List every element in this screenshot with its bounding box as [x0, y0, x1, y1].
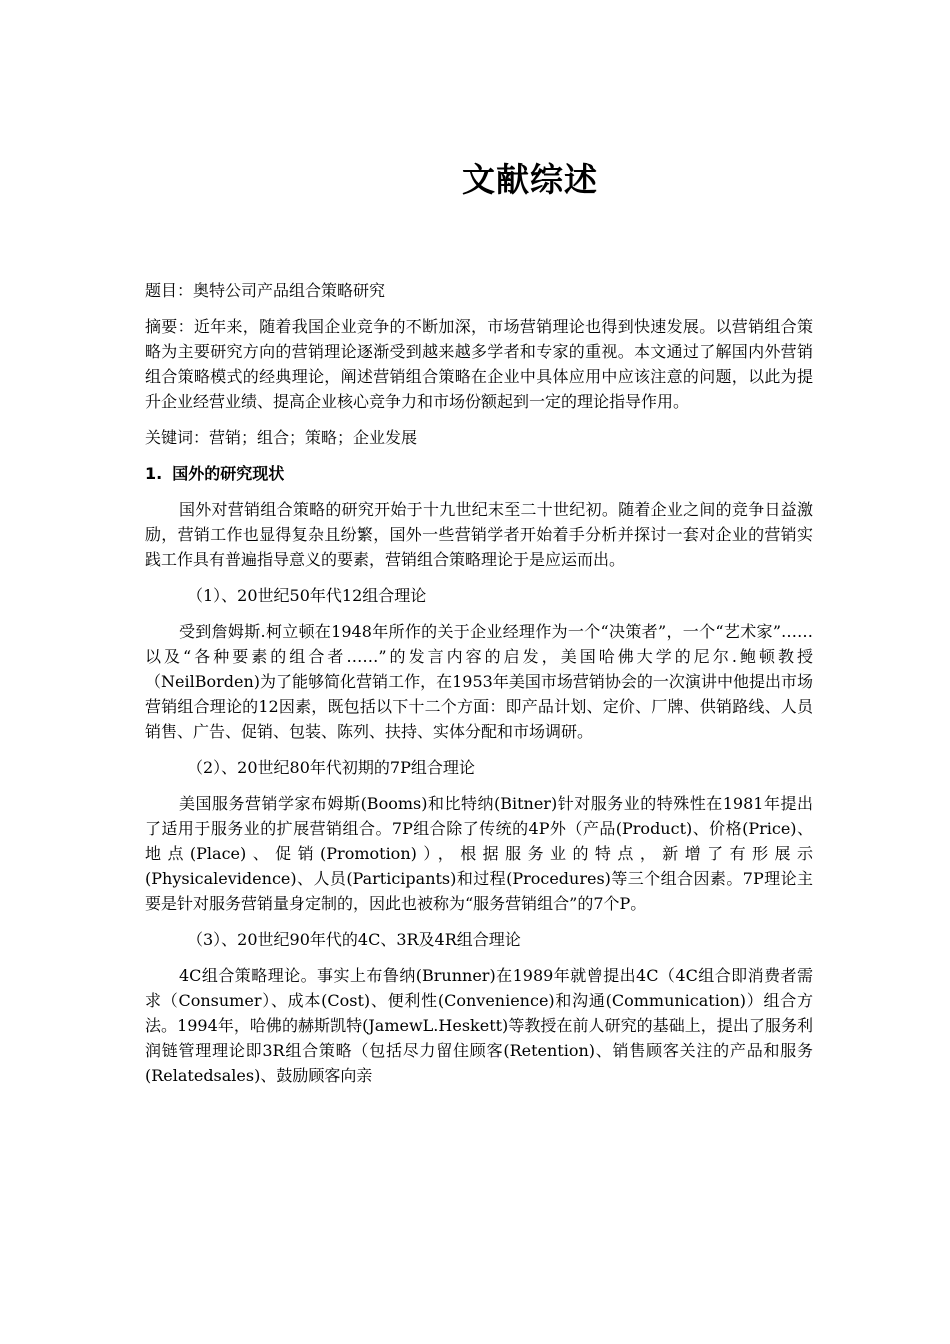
section-1-heading [145, 461, 813, 486]
document-body [145, 278, 813, 1099]
section-1-number: 1. [145, 464, 163, 483]
subsection-3-text: 4C组合策略理论。事实上布鲁纳(Brunner)在1989年就曾提出4C（4C组合即消费者需求（Consumer）、成本(Cost)、便利性(Convenience)和沟通(Communication)）组合方法。1994年，哈佛的赫斯凯特(JamewL.Heskett)等教授在前人研究的基础上，提出了服务利润链管理理论即3R组合策略（包括尽力留住顾客(Retention)、销售顾客关注的产品和服务(Relatedsales)、鼓励顾客向亲 [145, 966, 813, 1085]
topic-line: 题目：奥特公司产品组合策略研究 [145, 281, 386, 300]
section-1-intro: 国外对营销组合策略的研究开始于十九世纪末至二十世纪初。随着企业之间的竞争日益激励，营销工作也显得复杂且纷繁，国外一些营销学者开始着手分析并探讨一套对企业的营销实践工作具有普遍指导意义的要素，营销组合策略理论于是应运而出。 [145, 500, 813, 569]
section-1-title: 国外的研究现状 [172, 464, 285, 483]
subsection-1-text: 受到詹姆斯.柯立顿在1948年所作的关于企业经理作为一个“决策者”，一个“艺术家”……以及“各种要素的组合者……”的发言内容的启发，美国哈佛大学的尼尔.鲍顿教授（NeilBorden)为了能够简化营销工作，在1953年美国市场营销协会的一次演讲中他提出市场营销组合理论的12因素，既包括以下十二个方面：即产品计划、定价、厂牌、供销路线、人员销售、广告、促销、包装、陈列、扶持、实体分配和市场调研。 [145, 622, 813, 741]
keywords-line: 关键词：营销；组合；策略；企业发展 [145, 428, 418, 447]
subsection-2-heading: （2）、20世纪80年代初期的7P组合理论 [187, 758, 475, 777]
subsection-3-heading: （3）、20世纪90年代的4C、3R及4R组合理论 [187, 930, 521, 949]
abstract-paragraph: 摘要：近年来，随着我国企业竞争的不断加深，市场营销理论也得到快速发展。以营销组合策略为主要研究方向的营销理论逐渐受到越来越多学者和专家的重视。本文通过了解国内外营销组合策略模式的经典理论，阐述营销组合策略在企业中具体应用中应该注意的问题，以此为提升企业经营业绩、提高企业核心竞争力和市场份额起到一定的理论指导作用。 [145, 317, 813, 411]
subsection-1-heading: （1）、20世纪50年代12组合理论 [187, 586, 427, 605]
subsection-2-text: 美国服务营销学家布姆斯(Booms)和比特纳(Bitner)针对服务业的特殊性在1981年提出了适用于服务业的扩展营销组合。7P组合除了传统的4P外（产品(Product)、价格(Price)、地点(Place)、促销(Promotion)），根据服务业的特点，新增了有形展示(Physicalevidence)、人员(Participants)和过程(Procedures)等三个组合因素。7P理论主要是针对服务营销量身定制的，因此也被称为“服务营销组合”的7个P。 [145, 794, 813, 913]
document-title: 文献综述 [462, 160, 598, 199]
